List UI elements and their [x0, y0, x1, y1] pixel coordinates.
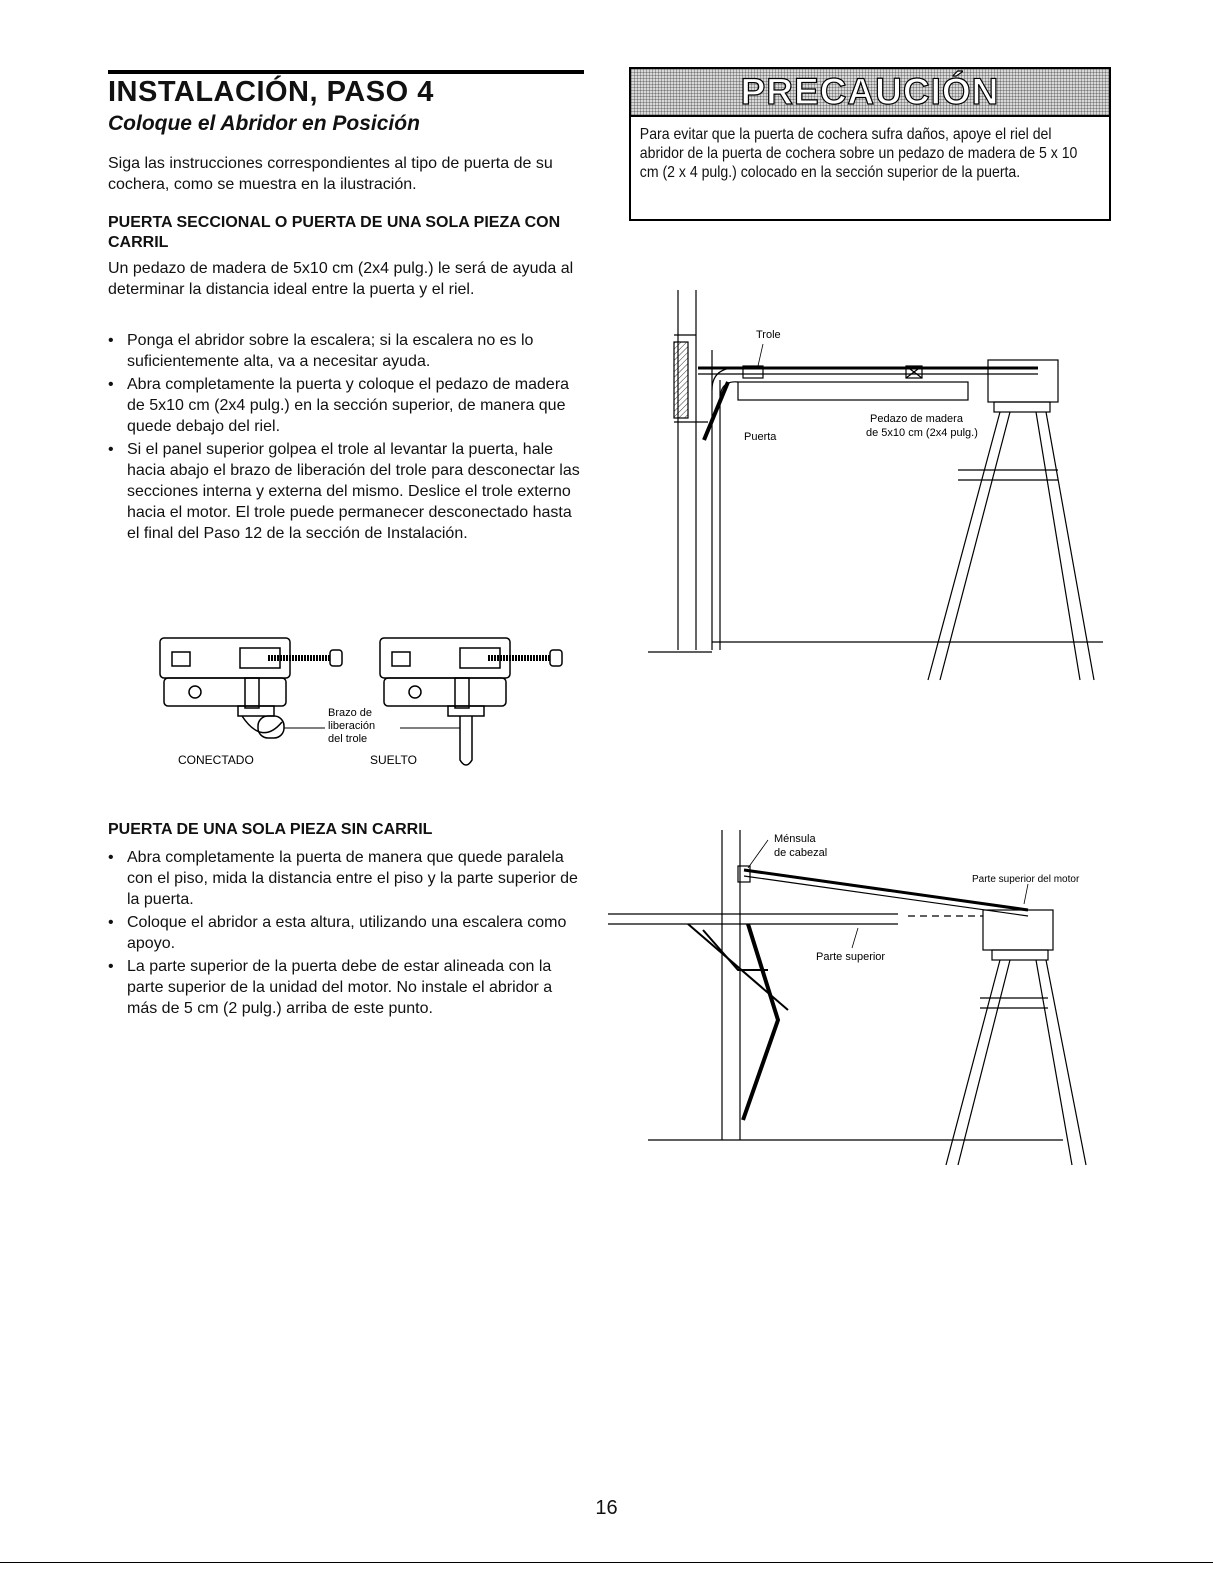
label-motor-top: Parte superior del motor — [972, 874, 1080, 885]
label-wood-2: de 5x10 cm (2x4 pulg.) — [866, 427, 978, 439]
label-door: Puerta — [744, 431, 777, 443]
bullet-list-onepiece — [108, 847, 584, 1021]
list-item: • Si el panel superior golpea el trole al levantar la puerta, hale hacia abajo el brazo de liberación del trole para desconectar las secciones interna y externa del mismo. Deslice el trole externo hacia el motor. El trole puede permanecer desconectado hasta el final del Paso 12 de la sección de Instalación. — [108, 439, 584, 544]
bullet-list-sectional — [108, 330, 584, 546]
page-title: INSTALACIÓN, PASO 4 — [108, 76, 434, 108]
trolley-illustration — [150, 630, 590, 780]
page-subtitle: Coloque el Abridor en Posición — [108, 112, 420, 135]
list-item: • La parte superior de la puerta debe de estar alineada con la parte superior de la unidad del motor. No instale el abridor a más de 5 cm (2 pulg.) arriba de este punto. — [108, 956, 584, 1019]
intro-paragraph: Siga las instrucciones correspondientes al tipo de puerta de su cochera, como se muestra en la ilustración. — [108, 155, 553, 193]
label-bracket-2: de cabezal — [774, 847, 828, 859]
section-heading-onepiece: PUERTA DE UNA SOLA PIEZA SIN CARRIL — [108, 821, 433, 838]
label-bracket-1: Ménsula — [774, 833, 816, 845]
label-trolley: Trole — [756, 329, 781, 341]
label-connected: CONECTADO — [178, 753, 254, 767]
bottom-rule — [0, 1562, 1213, 1563]
onepiece-door-illustration — [608, 830, 1108, 1170]
caution-title: PRECAUCIÓN — [740, 71, 1000, 112]
caution-text: Para evitar que la puerta de cochera sufra daños, apoye el riel del abridor de la puerta de cochera sobre un pedazo de madera de 5 x 10 cm (2 x 4 pulg.) colocado en la sección superior de la puerta. — [639, 126, 1078, 181]
label-release-arm-1: Brazo de — [328, 707, 373, 719]
list-item: • Coloque el abridor a esta altura, utilizando una escalera como apoyo. — [108, 912, 584, 954]
list-item: • Ponga el abridor sobre la escalera; si la escalera no es lo suficientemente alta, va a necesitar ayuda. — [108, 330, 584, 372]
list-item: • Abra completamente la puerta de manera que quede paralela con el piso, mida la distancia entre el piso y la parte superior de la puerta. — [108, 847, 584, 910]
title-rule — [108, 70, 584, 74]
label-release-arm-3: del trole — [328, 733, 368, 745]
section-paragraph-sectional: Un pedazo de madera de 5x10 cm (2x4 pulg.) le será de ayuda al determinar la distancia ideal entre la puerta y el riel. — [108, 260, 574, 298]
list-item: • Abra completamente la puerta y coloque el pedazo de madera de 5x10 cm (2x4 pulg.) en la sección superior, de manera que quede debajo del riel. — [108, 374, 584, 437]
label-release-arm-2: liberación — [328, 720, 376, 732]
label-top: Parte superior — [816, 951, 886, 963]
caution-header — [631, 69, 1109, 117]
page-number: 16 — [595, 1497, 618, 1519]
label-wood-1: Pedazo de madera — [870, 413, 963, 425]
sectional-door-illustration — [648, 290, 1108, 690]
label-loose: SUELTO — [370, 753, 417, 767]
caution-box — [629, 67, 1111, 221]
section-heading-sectional: PUERTA SECCIONAL O PUERTA DE UNA SOLA PIEZA CON CARRIL — [108, 214, 561, 251]
